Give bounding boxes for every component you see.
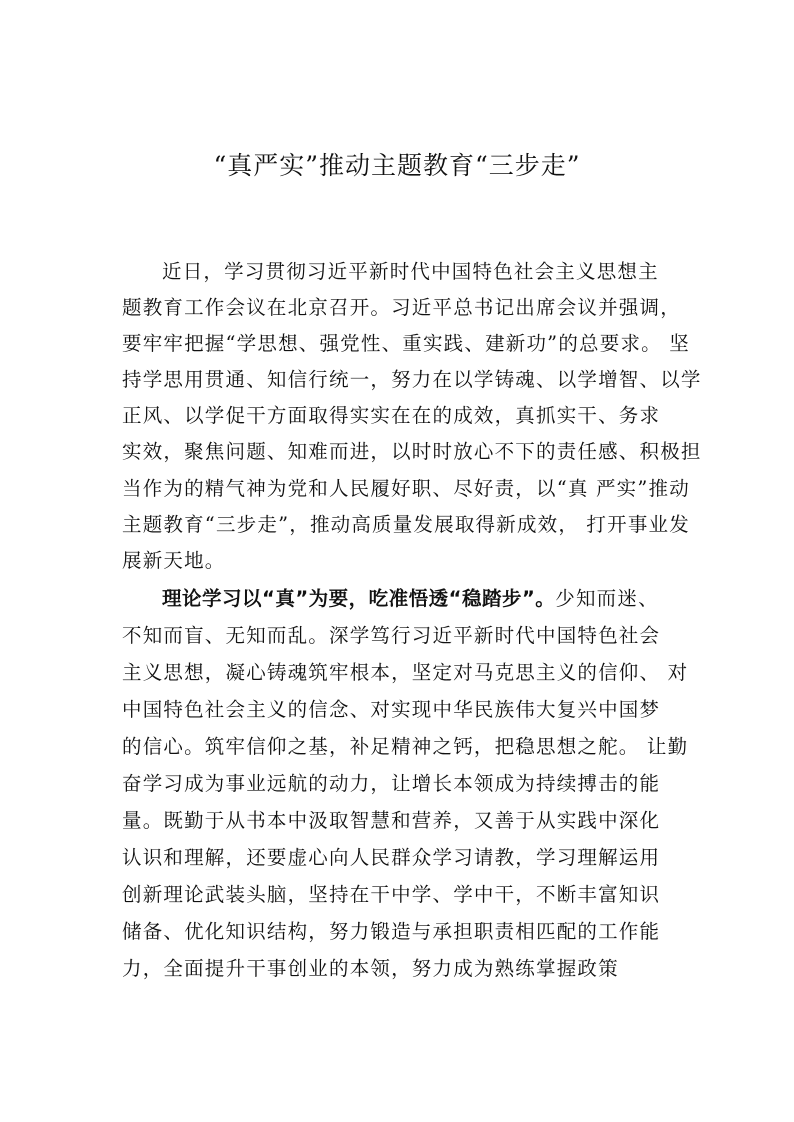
paragraph-1-line: 当作为的精气神为党和人民履好职、尽好责，以“真 严实”推动: [122, 477, 690, 500]
paragraph-2-line: 不知而盲、无知而乱。深学笃行习近平新时代中国特色社会: [122, 624, 661, 647]
paragraph-2-line: 主义思想，凝心铸魂筑牢根本，坚定对马克思主义的信仰、 对: [122, 661, 689, 684]
paragraph-2-line: 力，全面提升干事创业的本领，努力成为熟练掌握政策: [122, 957, 619, 980]
paragraph-2-first-line: [162, 583, 659, 611]
paragraph-2-line: 奋学习成为事业远航的动力，让增长本领成为持续搏击的能: [122, 772, 661, 795]
paragraph-1-line: 实效，聚焦问题、知难而进，以时时放心不下的责任感、积极担: [122, 440, 702, 463]
paragraph-2-line: 量。既勤于从书本中汲取智慧和营养，又善于从实践中深化: [122, 809, 661, 832]
paragraph-2-line: 储备、优化知识结构，努力锻造与承担职责相匹配的工作能: [122, 920, 661, 943]
section-heading: 理论学习以“真”为要，吃准悟透“稳踏步”。: [162, 587, 556, 610]
paragraph-1-line: 近日，学习贯彻习近平新时代中国特色社会主义思想主: [162, 260, 659, 283]
paragraph-2-text: 少知而迷、: [555, 587, 659, 610]
paragraph-1-line: 展新天地。: [122, 549, 226, 572]
paragraph-2-line: 认识和理解，还要虚心向人民群众学习请教，学习理解运用: [122, 846, 661, 869]
paragraph-1-line: 持学思用贯通、知信行统一，努力在以学铸魂、以学增智、以学: [122, 368, 702, 391]
paragraph-2-line: 的信心。筑牢信仰之基，补足精神之钙，把稳思想之舵。 让勤: [122, 735, 689, 758]
paragraph-2-line: 创新理论武装头脑，坚持在干中学、学中干，不断丰富知识: [122, 883, 661, 906]
paragraph-2-line: 中国特色社会主义的信念、对实现中华民族伟大复兴中国梦: [122, 698, 661, 721]
paragraph-1-line: 主题教育“三步走”，推动高质量发展取得新成效， 打开事业发: [122, 513, 690, 536]
paragraph-1-line: 要牢牢把握“学思想、强党性、重实践、建新功”的总要求。 坚: [122, 332, 690, 355]
paragraph-1-line: 正风、以学促干方面取得实实在在的成效，真抓实干、务求: [122, 404, 661, 427]
document-title: “真严实”推动主题教育“三步走”: [213, 151, 581, 180]
paragraph-1-line: 题教育工作会议在北京召开。习近平总书记出席会议并强调，: [122, 296, 681, 319]
